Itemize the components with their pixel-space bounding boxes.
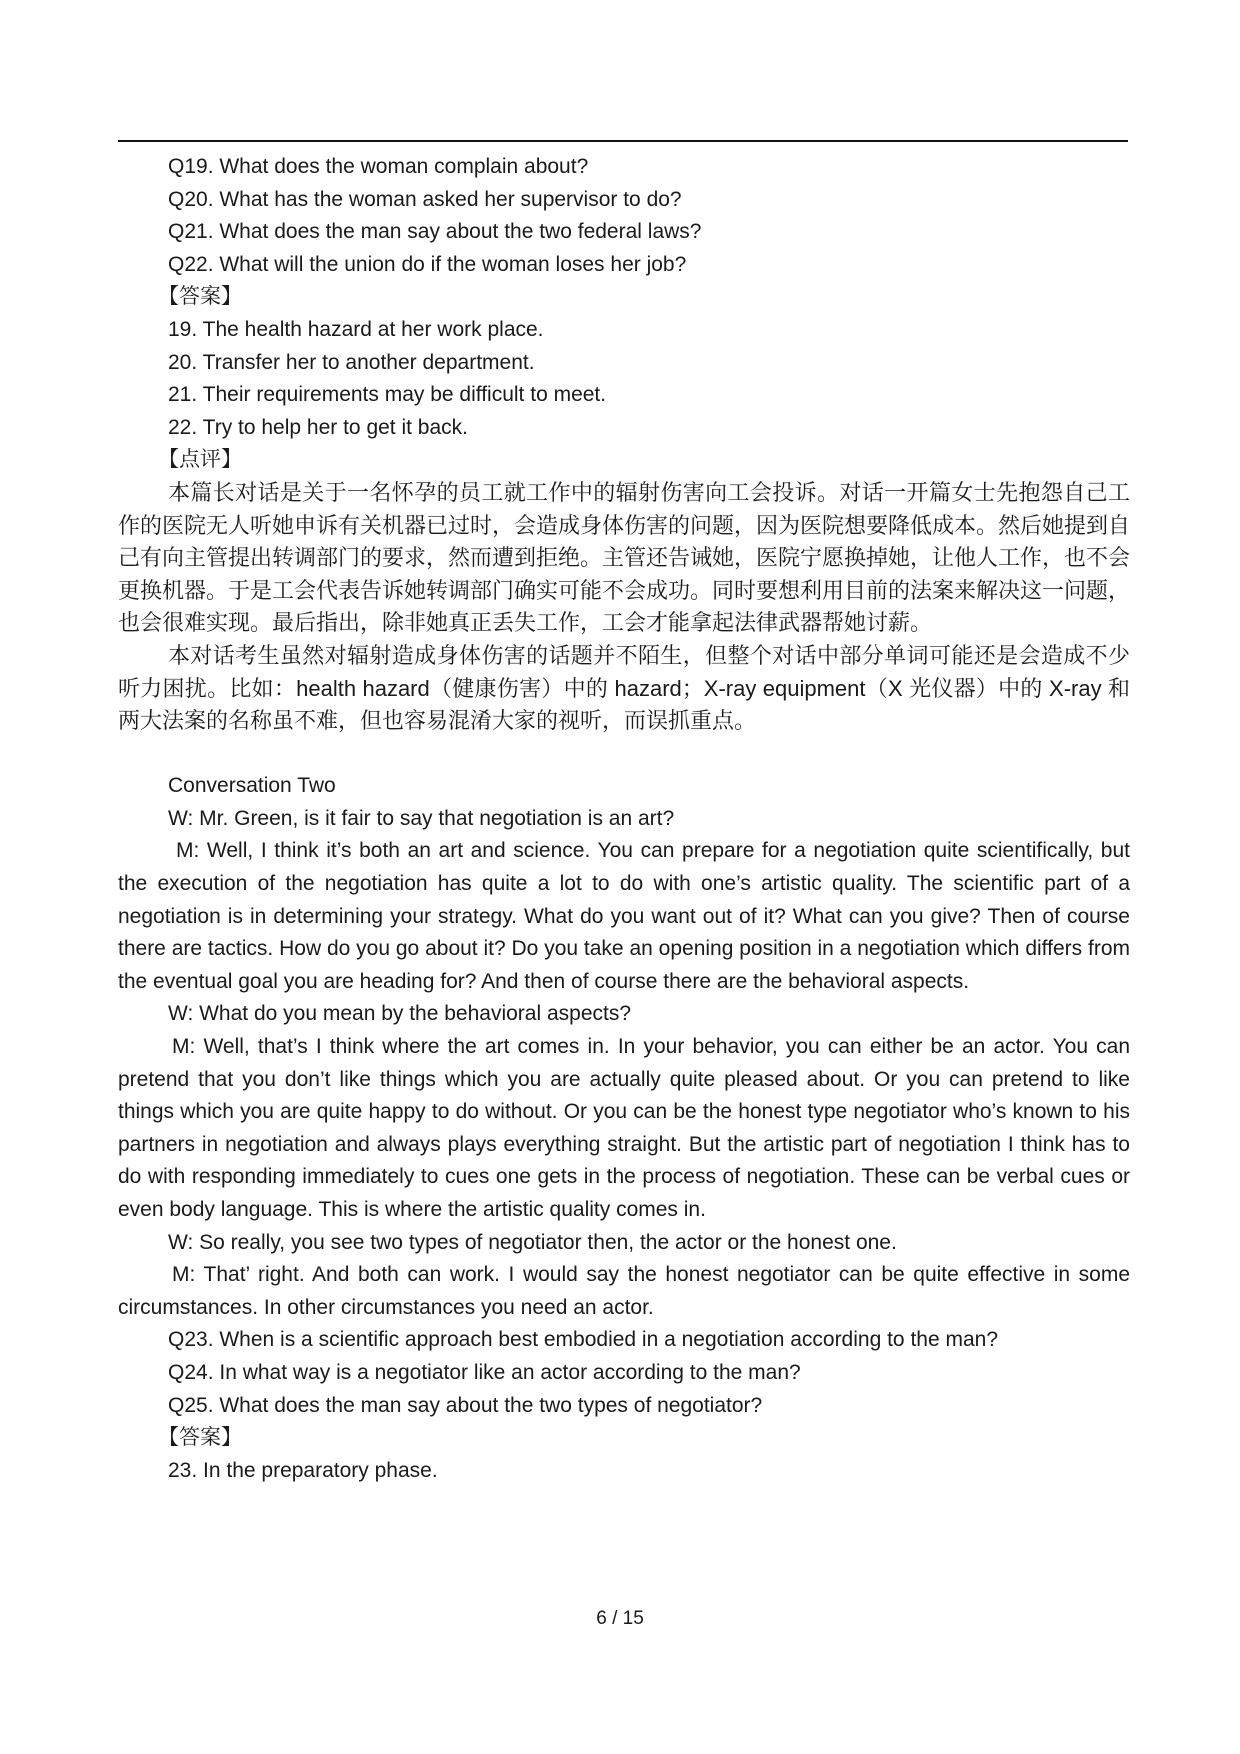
answer: 23. In the preparatory phase. <box>168 1458 438 1482</box>
comment-paragraph: 本对话考生虽然对辐射造成身体伤害的话题并不陌生，但整个对话中部分单词可能还是会造成不少听力困扰。比如：health hazard（健康伤害）中的 hazard；X-ray equipment（X 光仪器）中的 X-ray 和两大法案的名称虽不难，但也容易混淆大家的视听，而误抓重点。 <box>118 642 1130 734</box>
page-content <box>118 151 1130 1487</box>
dialogue-line: M: Well, that’s I think where the art comes in. In your behavior, you can either be an actor. You can pretend that you don’t like things which you are actually quite pleased about. Or you can pretend to like things which you are quite happy to do without. Or you can be the honest type negotiator who’s known to his partners in negotiation and always plays everything straight. But the artistic part of negotiation I think has to do with responding immediately to cues one gets in the process of negotiation. These can be verbal cues or even body language. This is where the artistic quality comes in. <box>118 1035 1130 1221</box>
answer: 20. Transfer her to another department. <box>168 350 535 374</box>
page-number: 6 / 15 <box>596 1608 644 1629</box>
dialogue-line: M: Well, I think it’s both an art and science. You can prepare for a negotiation quite scientifically, but the execution of the negotiation has quite a lot to do with one’s artistic quality. The scientific part of a negotiation is in determining your strategy. What do you want out of it? What can you give? Then of course there are tactics. How do you go about it? Do you take an opening position in a negotiation which differs from the eventual goal you are heading for? And then of course there are the behavioral aspects. <box>118 839 1130 993</box>
question: Q23. When is a scientific approach best embodied in a negotiation according to the man? <box>168 1328 999 1352</box>
question: Q24. In what way is a negotiator like an actor according to the man? <box>168 1360 801 1384</box>
dialogue-line: W: So really, you see two types of negotiator then, the actor or the honest one. <box>168 1230 897 1254</box>
answer: 22. Try to help her to get it back. <box>168 415 468 439</box>
answer-heading: 【答案】 <box>158 1426 242 1450</box>
dialogue-line: W: Mr. Green, is it fair to say that negotiation is an art? <box>168 806 675 830</box>
dialogue-line: M: That’ right. And both can work. I would say the honest negotiator can be quite effective in some circumstances. In other circumstances you need an actor. <box>118 1263 1130 1319</box>
dialogue-line: W: What do you mean by the behavioral aspects? <box>168 1002 632 1026</box>
answer: 19. The health hazard at her work place. <box>168 317 544 341</box>
header-rule <box>118 140 1128 142</box>
question: Q20. What has the woman asked her supervisor to do? <box>168 187 682 211</box>
question: Q25. What does the man say about the two types of negotiator? <box>168 1393 763 1417</box>
answer-heading: 【答案】 <box>158 285 242 309</box>
comment-heading: 【点评】 <box>158 448 242 472</box>
answer: 21. Their requirements may be difficult to meet. <box>168 383 607 407</box>
conversation-title: Conversation Two <box>168 774 336 798</box>
comment-paragraph: 本篇长对话是关于一名怀孕的员工就工作中的辐射伤害向工会投诉。对话一开篇女士先抱怨自己工作的医院无人听她申诉有关机器已过时，会造成身体伤害的问题，因为医院想要降低成本。然后她提到自己有向主管提出转调部门的要求，然而遭到拒绝。主管还告诫她，医院宁愿换掉她，让他人工作，也不会更换机器。于是工会代表告诉她转调部门确实可能不会成功。同时要想利用目前的法案来解决这一问题，也会很难实现。最后指出，除非她真正丢失工作，工会才能拿起法律武器帮她讨薪。 <box>118 479 1131 636</box>
question: Q22. What will the union do if the woman loses her job? <box>168 252 687 276</box>
question: Q21. What does the man say about the two federal laws? <box>168 220 702 244</box>
question: Q19. What does the woman complain about? <box>168 155 589 178</box>
